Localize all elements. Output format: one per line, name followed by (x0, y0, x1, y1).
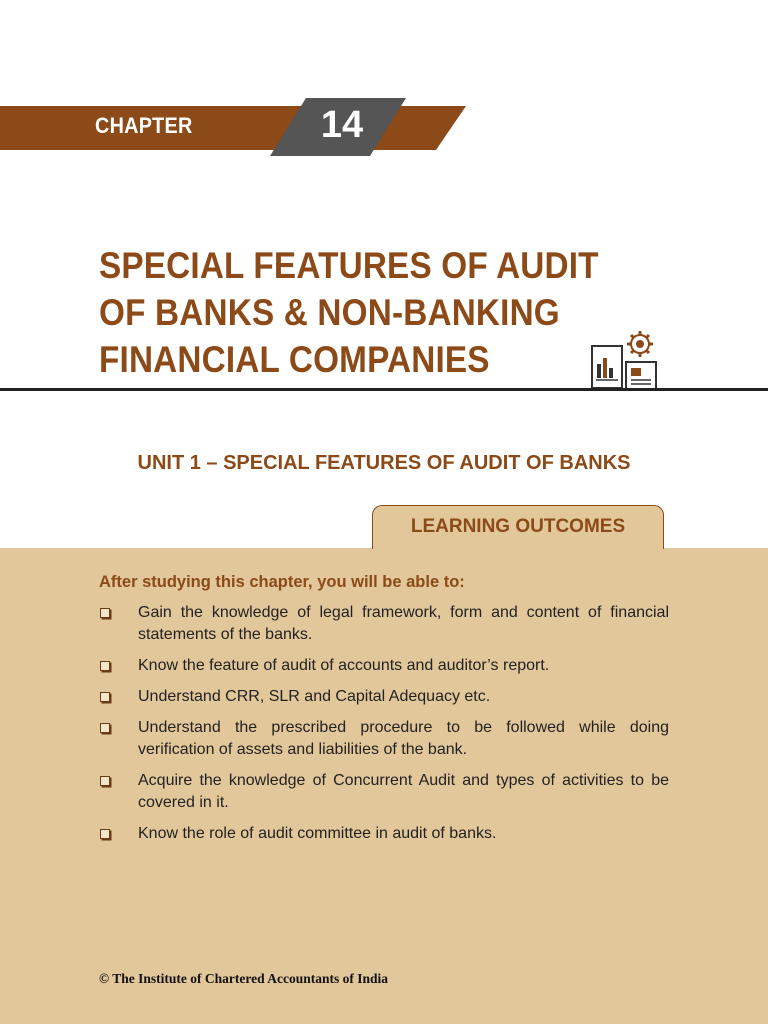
chapter-title-line: SPECIAL FEATURES OF AUDIT (99, 245, 599, 286)
learning-outcome-item (97, 717, 669, 761)
learning-outcome-text: Understand the prescribed procedure to be followed while doing verification of assets and liabilities of the bank. (138, 719, 669, 758)
checkbox-square-icon (97, 602, 138, 622)
chapter-band-shape (0, 96, 480, 160)
chapter-title (99, 242, 603, 383)
learning-outcome-item (97, 823, 669, 845)
learning-outcome-item (97, 602, 669, 646)
learning-outcome-text: Know the feature of audit of accounts and auditor’s report. (138, 657, 550, 674)
checkbox-square-icon (97, 823, 138, 843)
chapter-title-line: OF BANKS & NON-BANKING (99, 292, 560, 333)
learning-outcome-item (97, 770, 669, 814)
chapter-title-line: FINANCIAL COMPANIES (99, 339, 490, 380)
learning-outcome-text: Acquire the knowledge of Concurrent Audit and types of activities to be covered in it. (138, 772, 669, 811)
learning-outcome-text: Gain the knowledge of legal framework, form and content of financial statements of the banks. (138, 604, 669, 643)
learning-outcome-item (97, 655, 669, 677)
checkbox-square-icon (97, 686, 138, 706)
chapter-label: CHAPTER (95, 113, 193, 138)
chapter-number: 14 (320, 104, 364, 146)
checkbox-square-icon (97, 717, 138, 737)
learning-outcome-text: Understand CRR, SLR and Capital Adequacy etc. (138, 688, 491, 705)
learning-outcomes-list (97, 602, 669, 854)
learning-outcome-item (97, 686, 669, 708)
chapter-band (0, 96, 480, 160)
title-divider (0, 388, 768, 391)
unit-heading: UNIT 1 – SPECIAL FEATURES OF AUDIT OF BANKS (137, 452, 631, 474)
learning-outcomes-tab-label: LEARNING OUTCOMES (410, 516, 626, 537)
financial-statements-gear-icon (588, 330, 662, 392)
checkbox-square-icon (97, 770, 138, 790)
learning-outcome-text: Know the role of audit committee in audit of banks. (138, 825, 497, 842)
learning-outcomes-tab (372, 505, 664, 549)
learning-outcomes-intro: After studying this chapter, you will be able to: (99, 573, 465, 591)
checkbox-square-icon (97, 655, 138, 675)
copyright-footer: © The Institute of Chartered Accountants of India (99, 971, 388, 986)
